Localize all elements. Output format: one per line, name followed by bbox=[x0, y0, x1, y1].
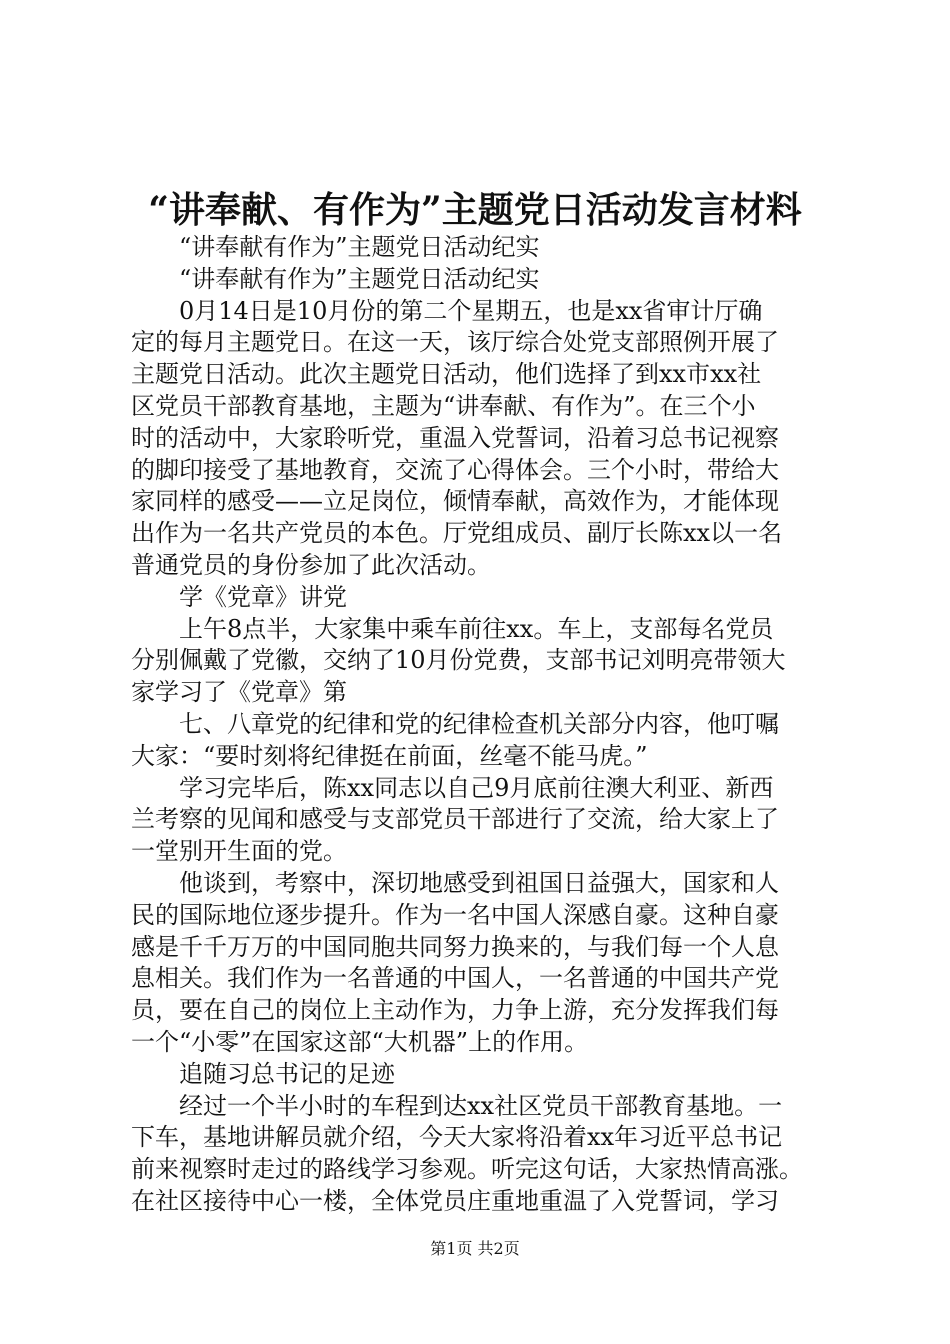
text-line: 员，要在自己的岗位上主动作为，力争上游，充分发挥我们每 bbox=[131, 996, 779, 1025]
document-body bbox=[131, 232, 831, 1218]
text-line: 一堂别开生面的党。 bbox=[131, 837, 347, 866]
text-line: 兰考察的见闻和感受与支部党员干部进行了交流，给大家上了 bbox=[131, 805, 779, 834]
text-line: 家同样的感受——立足岗位，倾情奉献，高效作为，才能体现 bbox=[131, 487, 779, 516]
text-line: 上午8点半，大家集中乘车前往xx。车上，支部每名党员 bbox=[179, 614, 774, 643]
text-line: 学《党章》讲党 bbox=[179, 582, 347, 611]
text-line: 时的活动中，大家聆听党，重温入党誓词，沿着习总书记视察 bbox=[131, 423, 779, 452]
page-footer: 第1页 共2页 bbox=[430, 1239, 520, 1258]
text-line: 七、八章党的纪律和党的纪律检查机关部分内容，他叮嘱 bbox=[179, 709, 779, 738]
text-line: 定的每月主题党日。在这一天，该厅综合处党支部照例开展了 bbox=[131, 328, 779, 357]
text-line: 追随习总书记的足迹 bbox=[179, 1059, 395, 1088]
text-line: 一个“小零”在国家这部“大机器”上的作用。 bbox=[131, 1027, 589, 1056]
text-line: 0月14日是10月份的第二个星期五，也是xx省审计厅确 bbox=[179, 296, 763, 325]
text-line: 息相关。我们作为一名普通的中国人，一名普通的中国共产党 bbox=[131, 964, 779, 993]
text-line: 经过一个半小时的车程到达xx社区党员干部教育基地。一 bbox=[179, 1091, 783, 1120]
text-line: 学习完毕后，陈xx同志以自己9月底前往澳大利亚、新西 bbox=[179, 773, 774, 802]
text-line: 在社区接待中心一楼，全体党员庄重地重温了入党誓词，学习 bbox=[131, 1186, 779, 1215]
document-title: “讲奉献、有作为”主题党日活动发言材料 bbox=[148, 189, 802, 231]
text-line: 区党员干部教育基地，主题为“讲奉献、有作为”。在三个小 bbox=[131, 391, 756, 420]
text-line: 出作为一名共产党员的本色。厅党组成员、副厅长陈xx以一名 bbox=[131, 519, 783, 548]
text-line: 民的国际地位逐步提升。作为一名中国人深感自豪。这种自豪 bbox=[131, 900, 779, 929]
text-line: 家学习了《党章》第 bbox=[131, 678, 347, 707]
text-line: “讲奉献有作为”主题党日活动纪实 bbox=[179, 233, 540, 261]
text-line: 分别佩戴了党徽，交纳了10月份党费，支部书记刘明亮带领大 bbox=[131, 646, 786, 675]
text-line: 下车，基地讲解员就介绍，今天大家将沿着xx年习近平总书记 bbox=[131, 1123, 783, 1152]
text-line: 的脚印接受了基地教育，交流了心得体会。三个小时，带给大 bbox=[131, 455, 779, 484]
text-line: 大家：“要时刻将纪律挺在前面，丝毫不能马虎。” bbox=[131, 741, 648, 770]
text-line: 他谈到，考察中，深切地感受到祖国日益强大，国家和人 bbox=[179, 868, 779, 897]
text-line: 前来视察时走过的路线学习参观。听完这句话，大家热情高涨。 bbox=[131, 1155, 803, 1184]
text-line: “讲奉献有作为”主题党日活动纪实 bbox=[179, 264, 540, 293]
text-line: 普通党员的身份参加了此次活动。 bbox=[131, 550, 491, 579]
text-line: 主题党日活动。此次主题党日活动，他们选择了到xx市xx社 bbox=[131, 360, 762, 389]
text-line: 感是千千万万的中国同胞共同努力换来的，与我们每一个人息 bbox=[131, 932, 779, 961]
